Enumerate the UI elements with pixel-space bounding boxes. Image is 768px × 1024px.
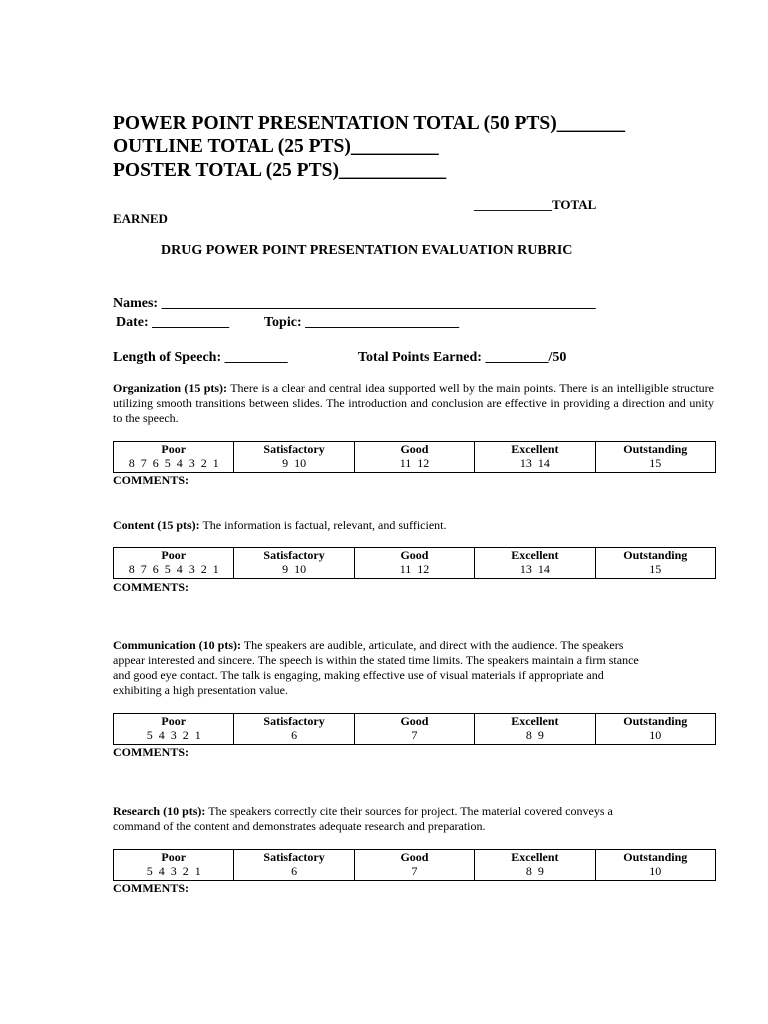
rubric-cell-poor bbox=[114, 442, 234, 473]
names-field: Names: ______________________________________________________________ bbox=[113, 296, 596, 311]
rubric-level-points: 5 4 3 2 1 bbox=[146, 728, 201, 742]
section-heading: Research (10 pts): bbox=[113, 804, 206, 818]
section-text: The speakers are audible, articulate, and direct with the audience. The speakers appear interested and sincere. The speech is within the stated time limits. The speakers maintain a firm stance and good eye contact. The talk is engaging, making effective use of visual materials if appropriate and exhibiting a high presentation value. bbox=[113, 638, 639, 697]
poster-total-line: POSTER TOTAL (25 PTS)___________ bbox=[113, 160, 447, 181]
rubric-level-label: Poor bbox=[161, 714, 187, 728]
section-heading: Content (15 pts): bbox=[113, 518, 200, 532]
comments-label: COMMENTS: bbox=[113, 580, 189, 594]
rubric-level-label: Excellent bbox=[511, 548, 559, 562]
rubric-cell-poor bbox=[114, 714, 234, 745]
rubric-cell-outstanding bbox=[595, 442, 715, 473]
rubric-level-points: 6 bbox=[291, 864, 298, 878]
rubric-cell-excellent bbox=[475, 442, 595, 473]
rubric-level-points: 6 bbox=[291, 728, 298, 742]
rubric-level-points: 11 12 bbox=[399, 456, 430, 470]
rubric-level-label: Poor bbox=[161, 850, 187, 864]
rubric-cell-satisfactory bbox=[234, 548, 354, 579]
section-text: There is a clear and central idea supported well by the main points. There is an intelligible structure utilizing smooth transitions between slides. The introduction and conclusion are effective in providing a direction and unity to the speech. bbox=[113, 381, 714, 425]
section-research-description bbox=[113, 804, 653, 834]
rubric-cell-good bbox=[354, 548, 474, 579]
rubric-level-label: Outstanding bbox=[623, 548, 688, 562]
rubric-level-points: 13 14 bbox=[519, 456, 550, 470]
rubric-level-points: 9 10 bbox=[282, 562, 307, 576]
presentation-total-line: POWER POINT PRESENTATION TOTAL (50 PTS)_______ bbox=[113, 113, 625, 134]
rubric-level-points: 10 bbox=[649, 864, 662, 878]
rubric-level-label: Excellent bbox=[511, 442, 559, 456]
comments-label: COMMENTS: bbox=[113, 881, 189, 895]
rubric-level-label: Outstanding bbox=[623, 714, 688, 728]
total-points-field: Total Points Earned: _________/50 bbox=[358, 350, 567, 365]
rubric-table-communication bbox=[113, 713, 716, 745]
rubric-cell-satisfactory bbox=[234, 850, 354, 881]
rubric-level-points: 8 9 bbox=[525, 864, 544, 878]
rubric-cell-poor bbox=[114, 548, 234, 579]
rubric-level-label: Satisfactory bbox=[263, 548, 325, 562]
rubric-level-label: Good bbox=[400, 442, 429, 456]
section-text: The speakers correctly cite their sources for project. The material covered conveys a command of the content and demonstrates adequate research and preparation. bbox=[113, 804, 613, 833]
rubric-cell-outstanding bbox=[595, 714, 715, 745]
rubric-level-label: Outstanding bbox=[623, 442, 688, 456]
rubric-level-points: 7 bbox=[411, 728, 418, 742]
rubric-level-points: 7 bbox=[411, 864, 418, 878]
rubric-level-points: 8 7 6 5 4 3 2 1 bbox=[128, 456, 219, 470]
rubric-cell-good bbox=[354, 442, 474, 473]
rubric-table-research bbox=[113, 849, 716, 881]
rubric-cell-excellent bbox=[475, 548, 595, 579]
rubric-level-label: Good bbox=[400, 714, 429, 728]
rubric-table-content bbox=[113, 547, 716, 579]
rubric-title: DRUG POWER POINT PRESENTATION EVALUATION RUBRIC bbox=[161, 243, 573, 258]
rubric-level-points: 10 bbox=[649, 728, 662, 742]
section-communication-description bbox=[113, 638, 653, 698]
length-of-speech-field: Length of Speech: _________ bbox=[113, 350, 288, 365]
rubric-level-points: 15 bbox=[649, 456, 662, 470]
rubric-cell-outstanding bbox=[595, 548, 715, 579]
rubric-level-points: 8 9 bbox=[525, 728, 544, 742]
date-field: Date: ___________ bbox=[116, 315, 230, 330]
rubric-cell-excellent bbox=[475, 714, 595, 745]
rubric-cell-satisfactory bbox=[234, 442, 354, 473]
rubric-level-points: 5 4 3 2 1 bbox=[146, 864, 201, 878]
rubric-level-label: Outstanding bbox=[623, 850, 688, 864]
rubric-level-label: Poor bbox=[161, 548, 187, 562]
total-blank: ____________TOTAL bbox=[474, 197, 597, 212]
outline-total-line: OUTLINE TOTAL (25 PTS)_________ bbox=[113, 136, 439, 157]
comments-label: COMMENTS: bbox=[113, 745, 189, 759]
rubric-level-points: 15 bbox=[649, 562, 662, 576]
rubric-level-points: 9 10 bbox=[282, 456, 307, 470]
rubric-cell-poor bbox=[114, 850, 234, 881]
rubric-level-label: Excellent bbox=[511, 850, 559, 864]
rubric-level-label: Satisfactory bbox=[263, 442, 325, 456]
rubric-level-points: 8 7 6 5 4 3 2 1 bbox=[128, 562, 219, 576]
rubric-level-label: Good bbox=[400, 548, 429, 562]
rubric-table-organization bbox=[113, 441, 716, 473]
rubric-cell-good bbox=[354, 714, 474, 745]
rubric-level-points: 11 12 bbox=[399, 562, 430, 576]
rubric-level-points: 13 14 bbox=[519, 562, 550, 576]
section-text: The information is factual, relevant, and sufficient. bbox=[199, 518, 447, 532]
rubric-cell-excellent bbox=[475, 850, 595, 881]
section-organization-description bbox=[113, 381, 714, 426]
rubric-level-label: Poor bbox=[161, 442, 187, 456]
comments-label: COMMENTS: bbox=[113, 473, 189, 487]
rubric-cell-good bbox=[354, 850, 474, 881]
section-heading: Communication (10 pts): bbox=[113, 638, 241, 652]
rubric-cell-satisfactory bbox=[234, 714, 354, 745]
rubric-level-label: Satisfactory bbox=[263, 850, 325, 864]
rubric-cell-outstanding bbox=[595, 850, 715, 881]
rubric-level-label: Excellent bbox=[511, 714, 559, 728]
section-content-description bbox=[113, 518, 714, 533]
topic-field: Topic: ______________________ bbox=[264, 315, 460, 330]
section-heading: Organization (15 pts): bbox=[113, 381, 228, 395]
earned-label: EARNED bbox=[113, 211, 168, 226]
rubric-level-label: Satisfactory bbox=[263, 714, 325, 728]
rubric-level-label: Good bbox=[400, 850, 429, 864]
